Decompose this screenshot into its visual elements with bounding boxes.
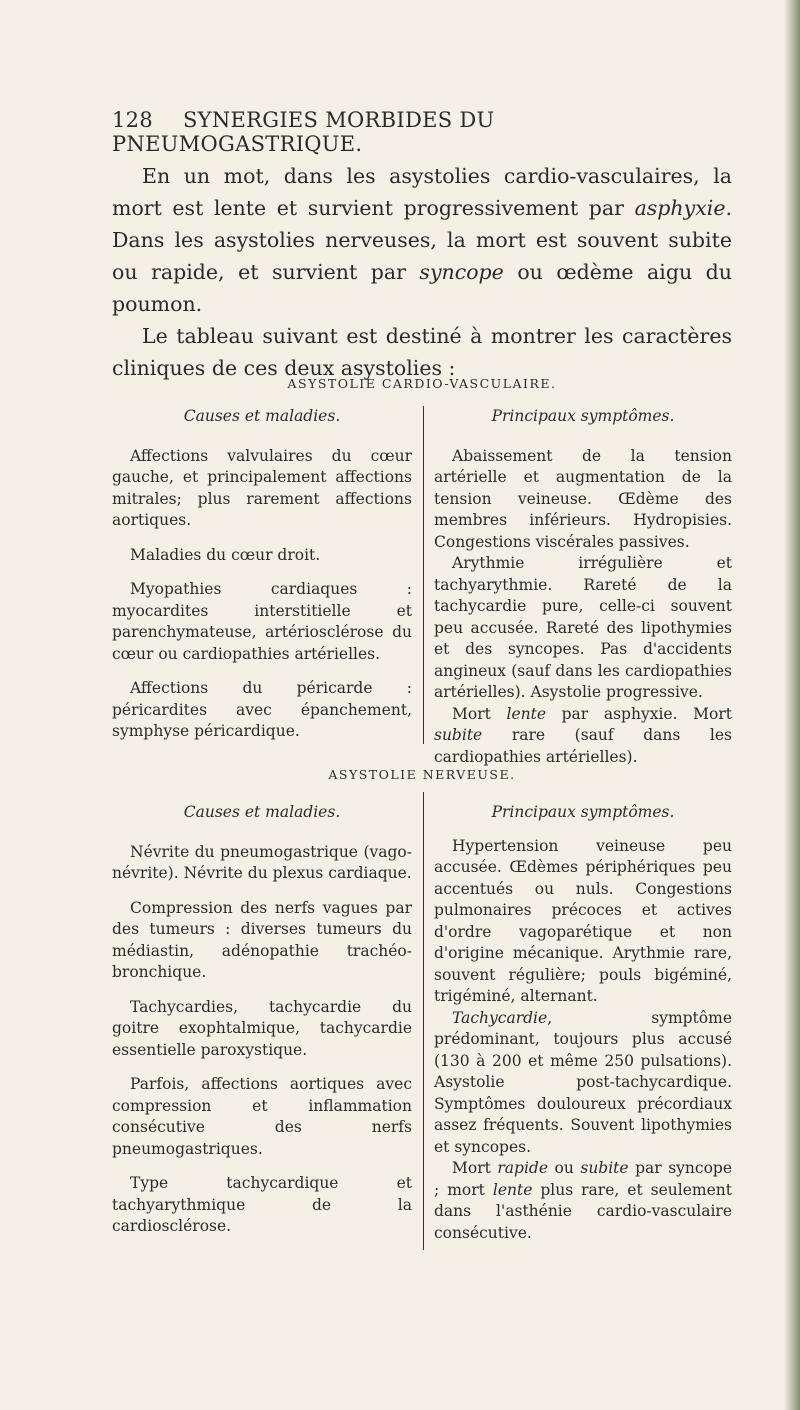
text-run-em: rapide [497,1159,548,1177]
column-heading-causes: Causes et maladies. [183,407,341,425]
section-title-cardio-vasculaire: ASYSTOLIE CARDIO-VASCULAIRE. [287,376,557,391]
intro-syncope: syncope [419,260,504,284]
column-heading-symptomes: Principaux symptômes. [491,407,675,425]
symptom-item: Abaissement de la tension artérielle et augmentation de la tension veineuse. Œdème des membres inférieurs. Hydropisies. Congestions viscérales passives. [434,446,732,551]
cause-item: Compression des nerfs vagues par des tumeurs : diverses tumeurs du médiastin, adénopathie trachéo-bronchique. [112,898,412,981]
text-run: Mort [452,704,507,723]
text-run-em: Tachycardie [452,1008,548,1027]
intro-p1-mid: . Dans les asystolies nerveuses, la mort est souvent subite ou rapide, et survient par [112,196,732,284]
cause-item: Affections du péricarde : péricardites avec épanchement, symphyse péricardique. [112,679,412,740]
running-title: SYNERGIES MORBIDES DU PNEUMOGASTRIQUE. [112,108,495,156]
text-run: ou [548,1159,581,1177]
symptom-item [434,1158,732,1244]
text-run: , symptôme prédominant, toujours plus accusé (130 à 200 et même 250 pulsations). Asystolie post-tachycardique. Symptômes douloureux précordiaux assez fréquents. Souvent lipothymies et syncopes. [434,1008,732,1156]
cause-item: Névrite du pneumogastrique (vago-névrite). Névrite du plexus cardiaque. [112,842,412,882]
column-causes [112,406,412,744]
cause-item: Maladies du cœur droit. [130,545,321,564]
running-header [112,108,732,156]
column-symptomes [434,792,732,1250]
text-run-em: subite [434,726,483,744]
table-cardio-vasculaire [112,406,732,766]
intro-p1-end: ou œdème aigu du poumon. [112,260,732,316]
intro-text [112,160,732,384]
symptom-item [434,1008,732,1159]
column-divider [423,792,424,1250]
text-run-em: subite [580,1159,629,1177]
table-nerveuse [112,792,732,1250]
text-run: Mort [452,1159,498,1177]
text-run-em: lente [506,704,546,723]
column-symptomes [434,406,732,766]
text-run: rare (sauf dans les cardiopathies artérielles). [434,726,732,766]
intro-p1-start: En un mot, dans les asystolies cardio-vasculaires, la mort est lente et survient progressivement par [112,164,732,220]
section-title-nerveuse: ASYSTOLIE NERVEUSE. [328,767,516,782]
text-run: plus rare, et seulement dans l'asthénie cardio-vasculaire consécutive. [434,1180,732,1242]
symptom-item: Hypertension veineuse peu accusée. Œdèmes périphériques peu accentués ou nuls. Congestions pulmonaires précoces et actives d'ordre vagoparétique et non d'origine mécanique. Arythmie rare, souvent régulière; pouls bigéminé, trigéminé, alternant. [434,836,732,1005]
text-run: par syncope ; mort [434,1159,732,1199]
cause-item: Tachycardies, tachycardie du goitre exophtalmique, tachycardie essentielle paroxystique. [112,997,412,1059]
column-divider [423,406,424,744]
intro-asphyxie: asphyxie [634,196,726,220]
cause-item: Affections valvulaires du cœur gauche, et principalement affections mitrales; plus rarement affections aortiques. [112,446,412,529]
page-number: 128 [112,108,153,132]
cause-item: Type tachycardique et tachyarythmique de la cardiosclérose. [112,1174,412,1235]
intro-paragraph-2: Le tableau suivant est destiné à montrer les caractères cliniques de ces deux asystolies : [112,324,732,380]
text-run-em: lente [492,1180,533,1199]
cause-item: Parfois, affections aortiques avec compression et inflammation consécutive des nerfs pneumogastriques. [112,1075,412,1158]
column-heading-symptomes: Principaux symptômes. [491,803,675,821]
page-edge-shadow [784,0,800,1410]
symptom-item: Arythmie irrégulière et tachyarythmie. Rareté de la tachycardie pure, celle-ci souvent peu accusée. Rareté des lipothymies et des syncopes. Pas d'accidents angineux (sauf dans les cardiopathies artérielles). Asystolie progressive. [434,554,732,701]
symptom-item [434,704,732,769]
column-causes [112,792,412,1250]
cause-item: Myopathies cardiaques : myocardites interstitielle et parenchymateuse, artériosclérose du cœur ou cardiopathies artérielles. [112,580,412,663]
column-heading-causes: Causes et maladies. [183,803,341,821]
intro-paragraph-1 [112,160,732,320]
text-run: par asphyxie. Mort [546,704,732,723]
